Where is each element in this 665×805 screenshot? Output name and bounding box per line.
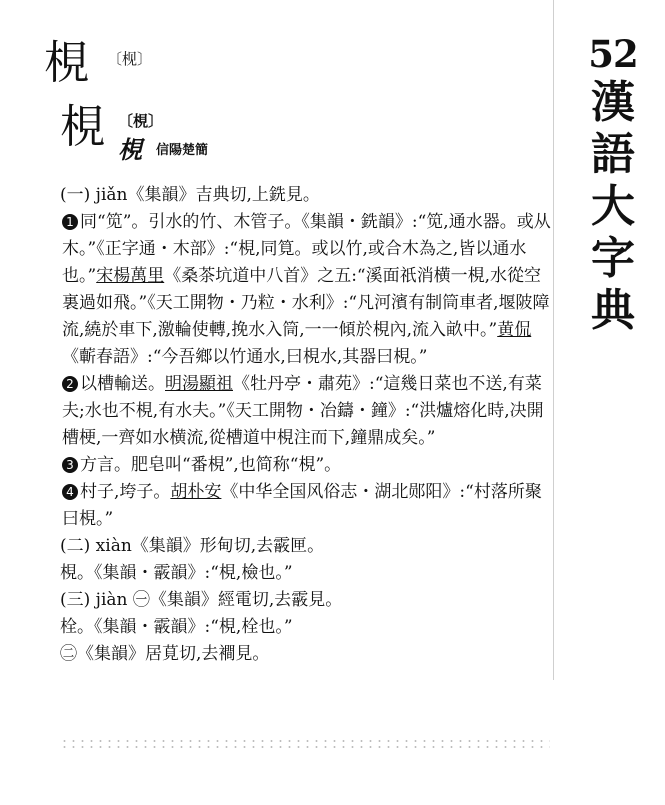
author-name: 明湯顯祖: [165, 374, 233, 394]
definition-text: 《中华全国风俗志・湖北郧阳》:“村落所聚曰梘。”: [62, 482, 542, 529]
author-name: 胡朴安: [170, 482, 222, 502]
book-title-char: 字: [591, 233, 635, 284]
headword-variant: 〔枧〕: [107, 50, 153, 68]
reading-3-definition: 栓。《集韻・霰韻》:“梘,栓也。”: [60, 617, 293, 637]
author-name: 宋楊萬里: [96, 266, 165, 286]
definition-text: 《蘄春語》:“今吾鄉以竹通水,曰梘水,其器曰梘。”: [62, 347, 428, 367]
reading-3-alt: ㊁《集韻》居莧切,去襇見。: [60, 644, 270, 664]
definition-text: 村子,垮子。: [80, 482, 171, 502]
sense-number: 2: [62, 376, 78, 392]
reading-2: (二) xiàn《集韻》形甸切,去霰匣。: [60, 536, 325, 556]
column-rule: [553, 0, 554, 680]
definition-text: 《桑茶坑道中八首》之五:“溪面祇消横一梘,水從空裏過如飛。”《天工開物・乃粒・水利》:“凡河濱有制筒車者,堰陂障流,繞於車下,激輪使轉,挽水入筒,一一傾於梘內,流入畝中。”: [62, 266, 550, 340]
book-title-char: 語: [591, 129, 635, 180]
book-title-char: 大: [591, 181, 635, 232]
headword: 梘: [44, 36, 90, 89]
sense-number: 1: [62, 214, 78, 230]
book-title-char: 典: [591, 285, 635, 336]
headword-traditional: 梘: [60, 100, 106, 153]
ancient-script-form: 梘: [118, 135, 142, 164]
definition-text: 同“笕”。引水的竹、木管子。《集韻・銑韻》:“笕,通水器。或从木。”《正字通・木部》:“梘,同筧。或以竹,或合木為之,皆以通水也。”: [62, 212, 551, 286]
reading-1: (一) jiǎn《集韻》吉典切,上銑見。: [60, 185, 320, 205]
side-header: [578, 32, 648, 336]
scan-noise: [60, 738, 550, 752]
definition-1: [46, 209, 551, 371]
definition-text: 以槽輸送。: [80, 374, 165, 394]
reading-3: (三) jiàn ㊀《集韻》經電切,去霰見。: [60, 590, 343, 610]
ancient-script-source: 信陽楚簡: [156, 143, 209, 158]
definition-3: [46, 452, 551, 479]
definition-text: 方言。肥皂叫“番梘”,也简称“梘”。: [80, 455, 342, 475]
definition-text: 《牡丹亭・肅苑》:“這幾日菜也不送,有菜夫;水也不梘,有水夫。”《天工開物・冶鑄・鐘》:“洪爐熔化時,决開槽梗,一齊如水横流,從槽道中梘注而下,鐘鼎成矣。”: [62, 374, 544, 448]
author-name: 黄侃: [497, 320, 532, 340]
definition-4: [46, 479, 551, 533]
sense-number: 4: [62, 484, 78, 500]
entry-body: [46, 182, 551, 668]
definition-2: [46, 371, 551, 452]
reading-2-definition: 梘。《集韻・霰韻》:“梘,檢也。”: [60, 563, 293, 583]
sense-number: 3: [62, 457, 78, 473]
page-number: 52: [588, 32, 638, 76]
book-title-char: 漢: [591, 77, 635, 128]
headword-traditional-variant: 〔梘〕: [118, 112, 164, 130]
